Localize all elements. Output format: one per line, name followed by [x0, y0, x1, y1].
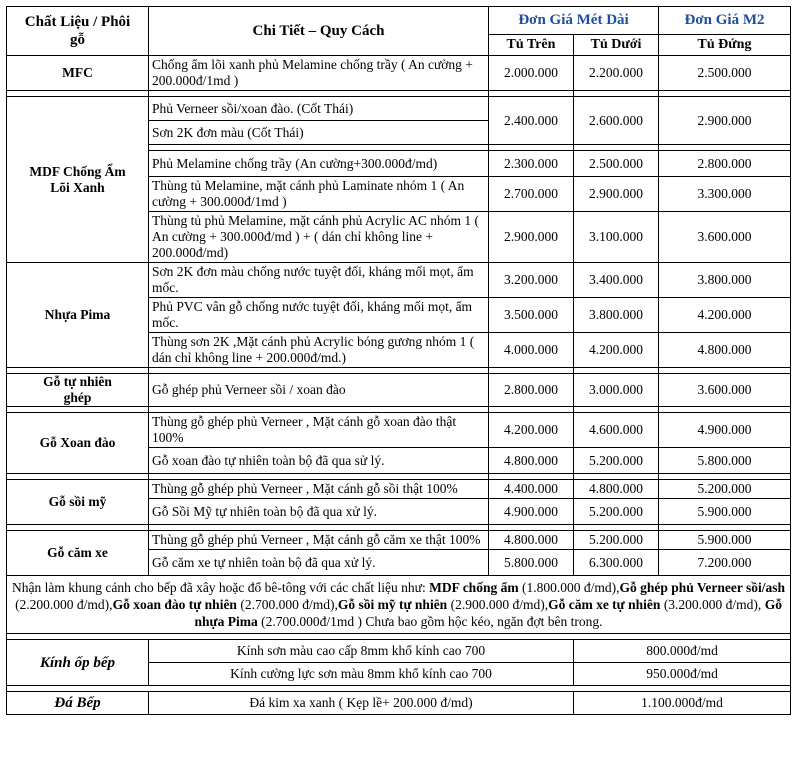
price-top: 2.800.000	[489, 374, 574, 407]
material-cell: MDF Chống Ẩm Lõi Xanh	[7, 97, 149, 263]
price-standing: 3.300.000	[659, 177, 791, 212]
price-top: 3.500.000	[489, 298, 574, 333]
price-top: 4.200.000	[489, 413, 574, 448]
price-bottom: 5.200.000	[574, 448, 659, 474]
note-text: (2.900.000 đ/md),	[447, 597, 549, 612]
detail-cell: Gỗ căm xe tự nhiên toàn bộ đã qua xử lý.	[149, 550, 489, 576]
material-cell: Gỗ tự nhiên ghép	[7, 374, 149, 407]
price-cell: 950.000đ/md	[574, 663, 791, 686]
price-standing: 2.500.000	[659, 56, 791, 91]
price-table	[6, 6, 791, 715]
note-xoan-dao: Gỗ xoan đào tự nhiên	[112, 597, 237, 612]
price-top: 2.300.000	[489, 151, 574, 177]
price-standing: 5.900.000	[659, 499, 791, 525]
price-standing: 5.900.000	[659, 531, 791, 550]
table-row	[7, 640, 791, 663]
material-cell: Nhựa Pima	[7, 263, 149, 368]
table-row	[7, 413, 791, 448]
detail-cell: Thùng gỗ ghép phủ Verneer , Mặt cánh gỗ căm xe thật 100%	[149, 531, 489, 550]
detail-cell: Thùng tủ phủ Melamine, mặt cánh phủ Acrylic AC nhóm 1 ( An cường + 300.000đ/md ) + ( dán chỉ không line + 200.000đ/md)	[149, 212, 489, 263]
price-standing: 7.200.000	[659, 550, 791, 576]
price-standing: 3.800.000	[659, 263, 791, 298]
note-row	[7, 576, 791, 634]
price-bottom: 5.200.000	[574, 499, 659, 525]
detail-cell: Thùng gỗ ghép phủ Verneer , Mặt cánh gỗ sồi thật 100%	[149, 480, 489, 499]
price-top: 4.800.000	[489, 448, 574, 474]
price-top: 2.700.000	[489, 177, 574, 212]
price-top: 2.900.000	[489, 212, 574, 263]
price-top: 2.000.000	[489, 56, 574, 91]
header-material: Chất Liệu / Phôi gỗ	[7, 7, 149, 56]
detail-cell: Phủ Melamine chống trầy (An cường+300.000đ/md)	[149, 151, 489, 177]
detail-cell: Gỗ xoan đào tự nhiên toàn bộ đã qua sử lý.	[149, 448, 489, 474]
price-standing: 4.900.000	[659, 413, 791, 448]
detail-cell: Gỗ ghép phủ Verneer sồi / xoan đào	[149, 374, 489, 407]
price-standing: 2.800.000	[659, 151, 791, 177]
header-standing-cabinet: Tủ Đứng	[659, 34, 791, 55]
detail-cell: Thùng gỗ ghép phủ Verneer , Mặt cánh gỗ xoan đào thật 100%	[149, 413, 489, 448]
price-standing: 5.800.000	[659, 448, 791, 474]
table-row	[7, 263, 791, 298]
price-bottom: 6.300.000	[574, 550, 659, 576]
price-bottom: 3.800.000	[574, 298, 659, 333]
table-row	[7, 480, 791, 499]
header-bottom-cabinet: Tủ Dưới	[574, 34, 659, 55]
price-bottom: 2.200.000	[574, 56, 659, 91]
price-top: 4.400.000	[489, 480, 574, 499]
note-cell	[7, 576, 791, 634]
header-detail: Chi Tiết – Quy Cách	[149, 7, 489, 56]
price-cell: 800.000đ/md	[574, 640, 791, 663]
material-cell: Đá Bếp	[7, 692, 149, 715]
note-text: (1.800.000 đ/md),	[518, 580, 620, 595]
table-row	[7, 692, 791, 715]
note-text: (2.700.000 đ/md),	[236, 597, 338, 612]
detail-cell: Kính cường lực sơn màu 8mm khổ kính cao 700	[149, 663, 574, 686]
note-text: Nhận làm khung cánh cho bếp đã xây hoặc đổ bê-tông với các chất liệu như:	[12, 580, 430, 595]
header-top-cabinet: Tủ Trên	[489, 34, 574, 55]
material-cell: Gỗ sồi mỹ	[7, 480, 149, 525]
header-price-m2: Đơn Giá M2	[659, 7, 791, 35]
note-pima: Gỗ nhựa Pima	[194, 597, 782, 629]
price-standing: 3.600.000	[659, 374, 791, 407]
detail-cell: Thùng sơn 2K ,Mặt cánh phủ Acrylic bóng gương nhóm 1 ( dán chỉ không line + 200.000đ/md.)	[149, 333, 489, 368]
note-veneer: Gỗ ghép phủ Verneer sồi/ash	[619, 580, 785, 595]
price-bottom: 2.900.000	[574, 177, 659, 212]
price-standing: 3.600.000	[659, 212, 791, 263]
price-table-container	[6, 6, 790, 715]
price-top: 4.800.000	[489, 531, 574, 550]
detail-cell: Phủ PVC vân gỗ chống nước tuyệt đối, kháng mối mọt, ẩm mốc.	[149, 298, 489, 333]
price-top: 5.800.000	[489, 550, 574, 576]
table-row	[7, 374, 791, 407]
material-cell: Gỗ căm xe	[7, 531, 149, 576]
detail-cell: Đá kim xa xanh ( Kẹp lề+ 200.000 đ/md)	[149, 692, 574, 715]
price-bottom: 2.500.000	[574, 151, 659, 177]
detail-cell: Sơn 2K đơn màu (Cốt Thái)	[149, 121, 489, 145]
note-soi-my: Gỗ sồi mỹ tự nhiên	[337, 597, 448, 612]
header-row-1	[7, 7, 791, 35]
price-bottom: 3.400.000	[574, 263, 659, 298]
table-row	[7, 97, 791, 121]
price-bottom: 3.000.000	[574, 374, 659, 407]
note-text: (3.200.000 đ/md),	[660, 597, 765, 612]
detail-cell: Kính sơn màu cao cấp 8mm khổ kính cao 700	[149, 640, 574, 663]
detail-cell: Phủ Verneer sồi/xoan đào. (Cốt Thái)	[149, 97, 489, 121]
detail-cell: Sơn 2K đơn màu chống nước tuyệt đối, kháng mối mọt, ẩm mốc.	[149, 263, 489, 298]
material-cell: Kính ốp bếp	[7, 640, 149, 686]
price-top: 4.000.000	[489, 333, 574, 368]
price-standing: 5.200.000	[659, 480, 791, 499]
price-standing: 4.800.000	[659, 333, 791, 368]
price-bottom: 4.800.000	[574, 480, 659, 499]
note-text: (2.700.000đ/1md ) Chưa bao gồm hộc kéo, ngăn đợt bên trong.	[257, 614, 603, 629]
price-bottom: 4.600.000	[574, 413, 659, 448]
material-cell: MFC	[7, 56, 149, 91]
detail-cell: Gỗ Sồi Mỹ tự nhiên toàn bộ đã qua xử lý.	[149, 499, 489, 525]
detail-cell: Thùng tủ Melamine, mặt cánh phủ Laminate nhóm 1 ( An cường + 300.000đ/1md )	[149, 177, 489, 212]
price-cell: 1.100.000đ/md	[574, 692, 791, 715]
note-cam-xe: Gỗ căm xe tự nhiên	[548, 597, 661, 612]
price-top: 4.900.000	[489, 499, 574, 525]
price-bottom: 4.200.000	[574, 333, 659, 368]
detail-cell: Chống ẩm lõi xanh phủ Melamine chống trầy ( An cường + 200.000đ/1md )	[149, 56, 489, 91]
price-bottom: 2.600.000	[574, 97, 659, 145]
price-bottom: 3.100.000	[574, 212, 659, 263]
header-price-linear: Đơn Giá Mét Dài	[489, 7, 659, 35]
price-top: 2.400.000	[489, 97, 574, 145]
price-standing: 2.900.000	[659, 97, 791, 145]
table-row	[7, 531, 791, 550]
price-top: 3.200.000	[489, 263, 574, 298]
note-mdf: MDF chống ẩm	[429, 580, 519, 595]
price-standing: 4.200.000	[659, 298, 791, 333]
table-row	[7, 56, 791, 91]
note-text: (2.200.000 đ/md),	[15, 597, 113, 612]
price-bottom: 5.200.000	[574, 531, 659, 550]
material-cell: Gỗ Xoan đào	[7, 413, 149, 474]
